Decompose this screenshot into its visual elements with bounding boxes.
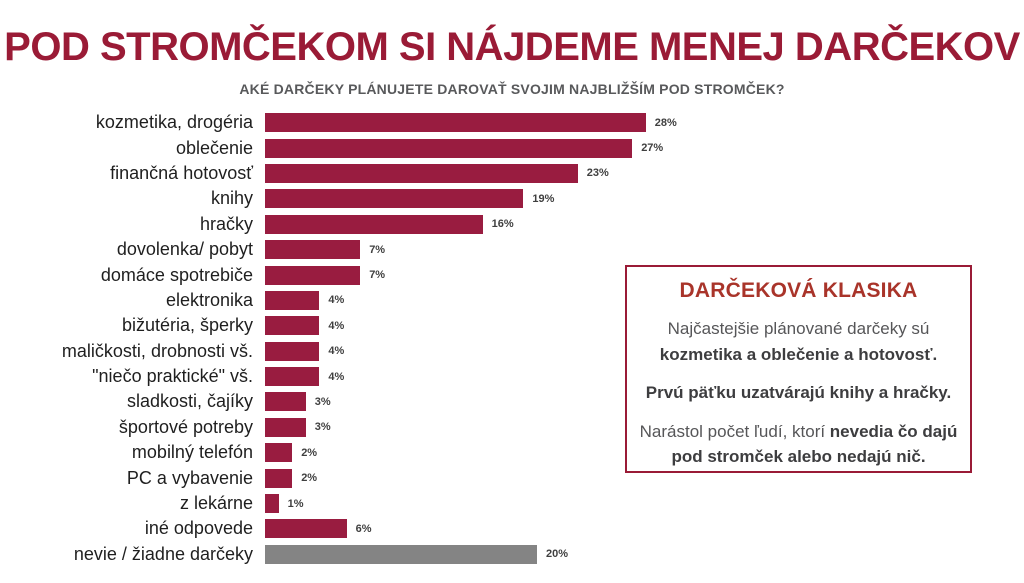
text-segment: Narástol počet ľudí, ktorí (639, 421, 830, 441)
chart-row (0, 237, 1024, 262)
category-label: knihy (210, 188, 253, 209)
bar (265, 418, 306, 437)
value-label: 20% (546, 548, 569, 561)
text-segment: nevedia čo dajú pod stromček alebo nedajú nič. (671, 421, 958, 466)
bar (265, 342, 319, 361)
bar-area (265, 542, 1024, 567)
info-box-title: DARČEKOVÁ KLASIKA (679, 279, 918, 302)
category-label: sladkosti, čajíky (126, 391, 253, 412)
bar (265, 367, 319, 386)
page-title: POD STROMČEKOM SI NÁJDEME MENEJ DARČEKOV (4, 25, 1020, 69)
value-label: 27% (641, 142, 664, 155)
bar (265, 545, 537, 564)
value-label: 16% (491, 218, 514, 231)
category-label: nevie / žiadne darčeky (73, 543, 253, 564)
bar (265, 164, 578, 183)
chart-row (0, 516, 1024, 541)
category-label: finančná hotovosť (110, 162, 253, 183)
bar (265, 469, 292, 488)
bar (265, 519, 347, 538)
category-label: mobilný telefón (131, 442, 253, 463)
page-subtitle: AKÉ DARČEKY PLÁNUJETE DAROVAŤ SVOJIM NAJBLIŽŠÍM POD STROMČEK? (239, 81, 785, 97)
bar (265, 189, 523, 208)
category-label: z lekárne (179, 493, 253, 514)
bar (265, 494, 279, 513)
bar-area (265, 186, 1024, 211)
text-segment: Najčastejšie plánované darčeky sú (667, 319, 930, 338)
info-paragraph (633, 316, 964, 367)
value-label: 4% (328, 370, 345, 383)
bar-area (265, 491, 1024, 516)
bar (265, 215, 483, 234)
value-label: 7% (369, 243, 386, 256)
text-segment: Prvú päťku uzatvárajú knihy a hračky. (645, 383, 952, 402)
category-label: elektronika (165, 289, 253, 310)
chart-row (0, 161, 1024, 186)
info-box (625, 265, 972, 473)
value-label: 2% (301, 472, 318, 485)
category-label: športové potreby (118, 416, 253, 437)
category-label: oblečenie (175, 137, 253, 158)
bar-area (265, 516, 1024, 541)
bar (265, 266, 360, 285)
bar (265, 392, 306, 411)
category-label: bižutéria, šperky (121, 315, 253, 336)
bar (265, 139, 632, 158)
value-label: 4% (328, 345, 345, 358)
value-label: 28% (654, 116, 677, 129)
value-label: 3% (314, 421, 331, 434)
category-label: maličkosti, drobnosti vš. (61, 340, 253, 361)
bar-area (265, 110, 1024, 135)
value-label: 1% (287, 497, 304, 510)
category-label: "niečo praktické" vš. (92, 366, 253, 387)
value-label: 23% (586, 167, 609, 180)
value-label: 3% (314, 395, 331, 408)
bar (265, 291, 319, 310)
category-label: dovolenka/ pobyt (116, 239, 253, 260)
value-label: 2% (301, 446, 318, 459)
bar-area (265, 212, 1024, 237)
category-label: iné odpovede (144, 518, 253, 539)
info-paragraph (633, 419, 964, 470)
category-label: hračky (199, 213, 253, 234)
value-label: 7% (369, 269, 386, 282)
info-box-body (633, 316, 964, 470)
info-paragraph (633, 380, 964, 406)
bar-area (265, 237, 1024, 262)
category-label: domáce spotrebiče (100, 264, 253, 285)
category-label: kozmetika, drogéria (95, 112, 253, 133)
bar (265, 443, 292, 462)
value-label: 4% (328, 294, 345, 307)
bar-area (265, 135, 1024, 160)
chart-row (0, 491, 1024, 516)
chart-row (0, 186, 1024, 211)
chart-row (0, 542, 1024, 567)
chart-row (0, 110, 1024, 135)
bar-area (265, 161, 1024, 186)
bar (265, 113, 646, 132)
value-label: 4% (328, 319, 345, 332)
value-label: 6% (355, 522, 372, 535)
text-segment: kozmetika a oblečenie a hotovosť. (659, 344, 938, 364)
bar (265, 316, 319, 335)
category-label: PC a vybavenie (126, 467, 253, 488)
chart-row (0, 135, 1024, 160)
bar (265, 240, 360, 259)
chart-row (0, 212, 1024, 237)
value-label: 19% (532, 192, 555, 205)
